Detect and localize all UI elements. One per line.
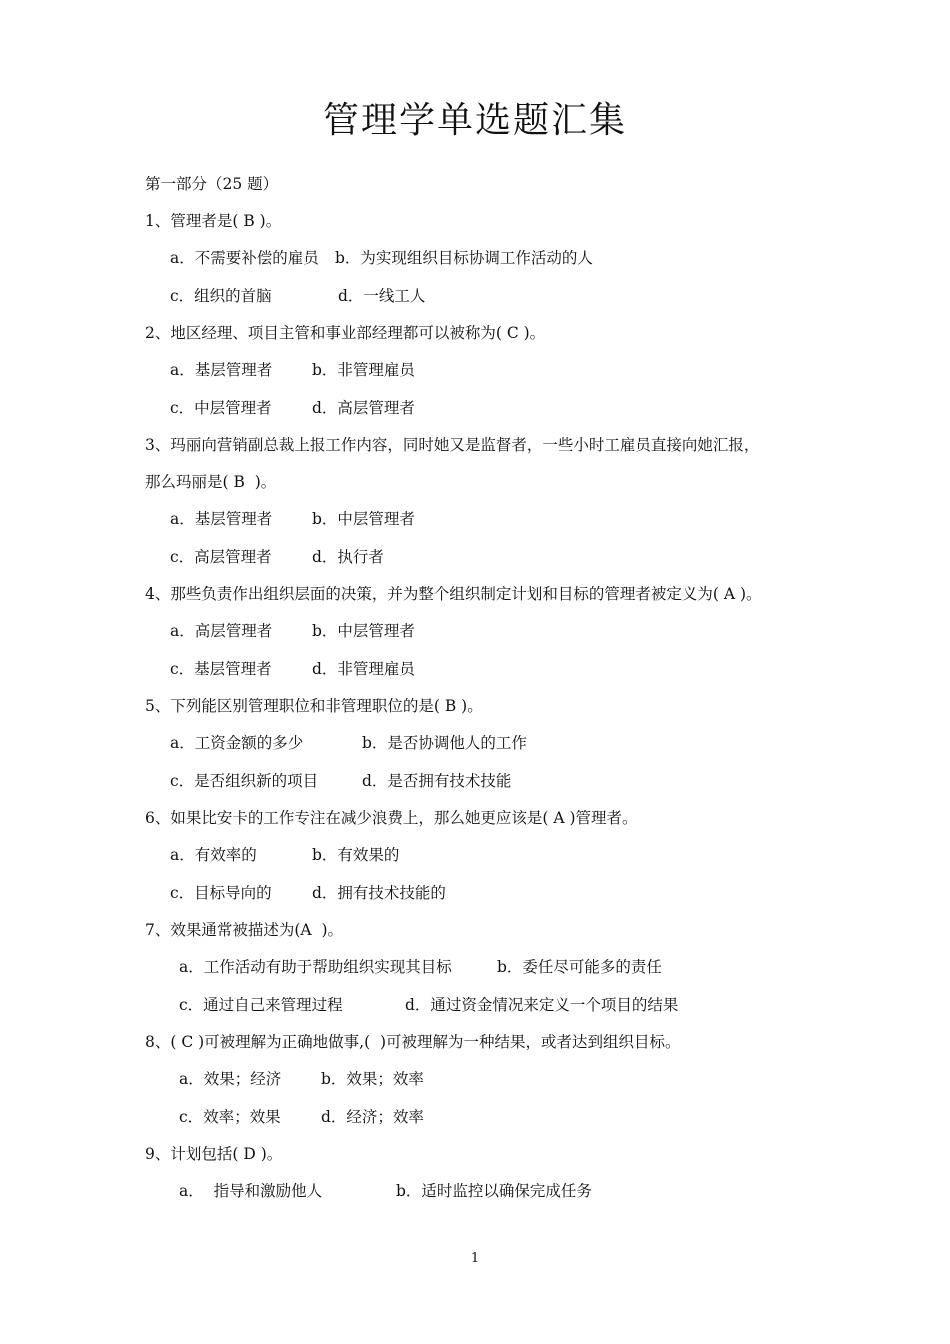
option-d: d．一线工人	[338, 287, 426, 305]
question-stem: 4、那些负责作出组织层面的决策，并为整个组织制定计划和目标的管理者被定义为( A )。	[145, 585, 762, 603]
option-a: a．高层管理者	[170, 622, 273, 640]
question-stem: 3、玛丽向营销副总裁上报工作内容，同时她又是监督者，一些小时工雇员直接向她汇报，	[145, 436, 760, 454]
option-a: a．基层管理者	[170, 510, 273, 528]
option-a: a． 指导和激励他人	[179, 1182, 323, 1200]
option-b: b．适时监控以确保完成任务	[396, 1182, 592, 1200]
option-d: d．经济；效率	[321, 1108, 424, 1126]
question-stem-continued: 那么玛丽是( B )。	[145, 473, 277, 491]
option-a: a．基层管理者	[170, 361, 273, 379]
option-b: b．中层管理者	[312, 510, 415, 528]
question-stem: 8、( C )可被理解为正确地做事,( )可被理解为一种结果，或者达到组织目标。	[145, 1033, 681, 1051]
option-d: d．非管理雇员	[312, 660, 415, 678]
option-a: a．工资金额的多少	[170, 734, 304, 752]
option-b: b．中层管理者	[312, 622, 415, 640]
option-c: c．通过自己来管理过程	[179, 996, 343, 1014]
option-b: b．是否协调他人的工作	[362, 734, 527, 752]
option-a: a．效果；经济	[179, 1070, 282, 1088]
option-c: c．中层管理者	[170, 399, 272, 417]
option-a: a．有效率的	[170, 846, 257, 864]
option-c: c．效率；效果	[179, 1108, 281, 1126]
option-d: d．高层管理者	[312, 399, 415, 417]
option-b: b．非管理雇员	[312, 361, 415, 379]
option-c: c．基层管理者	[170, 660, 272, 678]
option-c: c．组织的首脑	[170, 287, 272, 305]
question-stem: 5、下列能区别管理职位和非管理职位的是( B )。	[145, 697, 483, 715]
option-b: b．为实现组织目标协调工作活动的人	[335, 249, 593, 267]
option-a: a．工作活动有助于帮助组织实现其目标	[179, 958, 452, 976]
option-c: c．高层管理者	[170, 548, 272, 566]
section-heading: 第一部分（25 题）	[145, 175, 279, 193]
option-c: c．目标导向的	[170, 884, 272, 902]
option-d: d．通过资金情况来定义一个项目的结果	[405, 996, 679, 1014]
option-b: b．效果；效率	[321, 1070, 424, 1088]
question-stem: 2、地区经理、项目主管和事业部经理都可以被称为( C )。	[145, 324, 546, 342]
option-d: d．拥有技术技能的	[312, 884, 446, 902]
option-c: c．是否组织新的项目	[170, 772, 319, 790]
question-stem: 1、管理者是( B )。	[145, 212, 282, 230]
document-title: 管理学单选题汇集	[322, 100, 627, 141]
option-b: b．有效果的	[312, 846, 400, 864]
option-b: b．委任尽可能多的责任	[497, 958, 662, 976]
option-d: d．是否拥有技术技能	[362, 772, 512, 790]
option-d: d．执行者	[312, 548, 384, 566]
page-number: 1	[470, 1251, 480, 1266]
question-stem: 6、如果比安卡的工作专注在减少浪费上，那么她更应该是( A )管理者。	[145, 809, 638, 827]
question-stem: 9、计划包括( D )。	[145, 1145, 283, 1163]
option-a: a．不需要补偿的雇员	[170, 249, 319, 267]
question-stem: 7、效果通常被描述为(A )。	[145, 921, 344, 939]
